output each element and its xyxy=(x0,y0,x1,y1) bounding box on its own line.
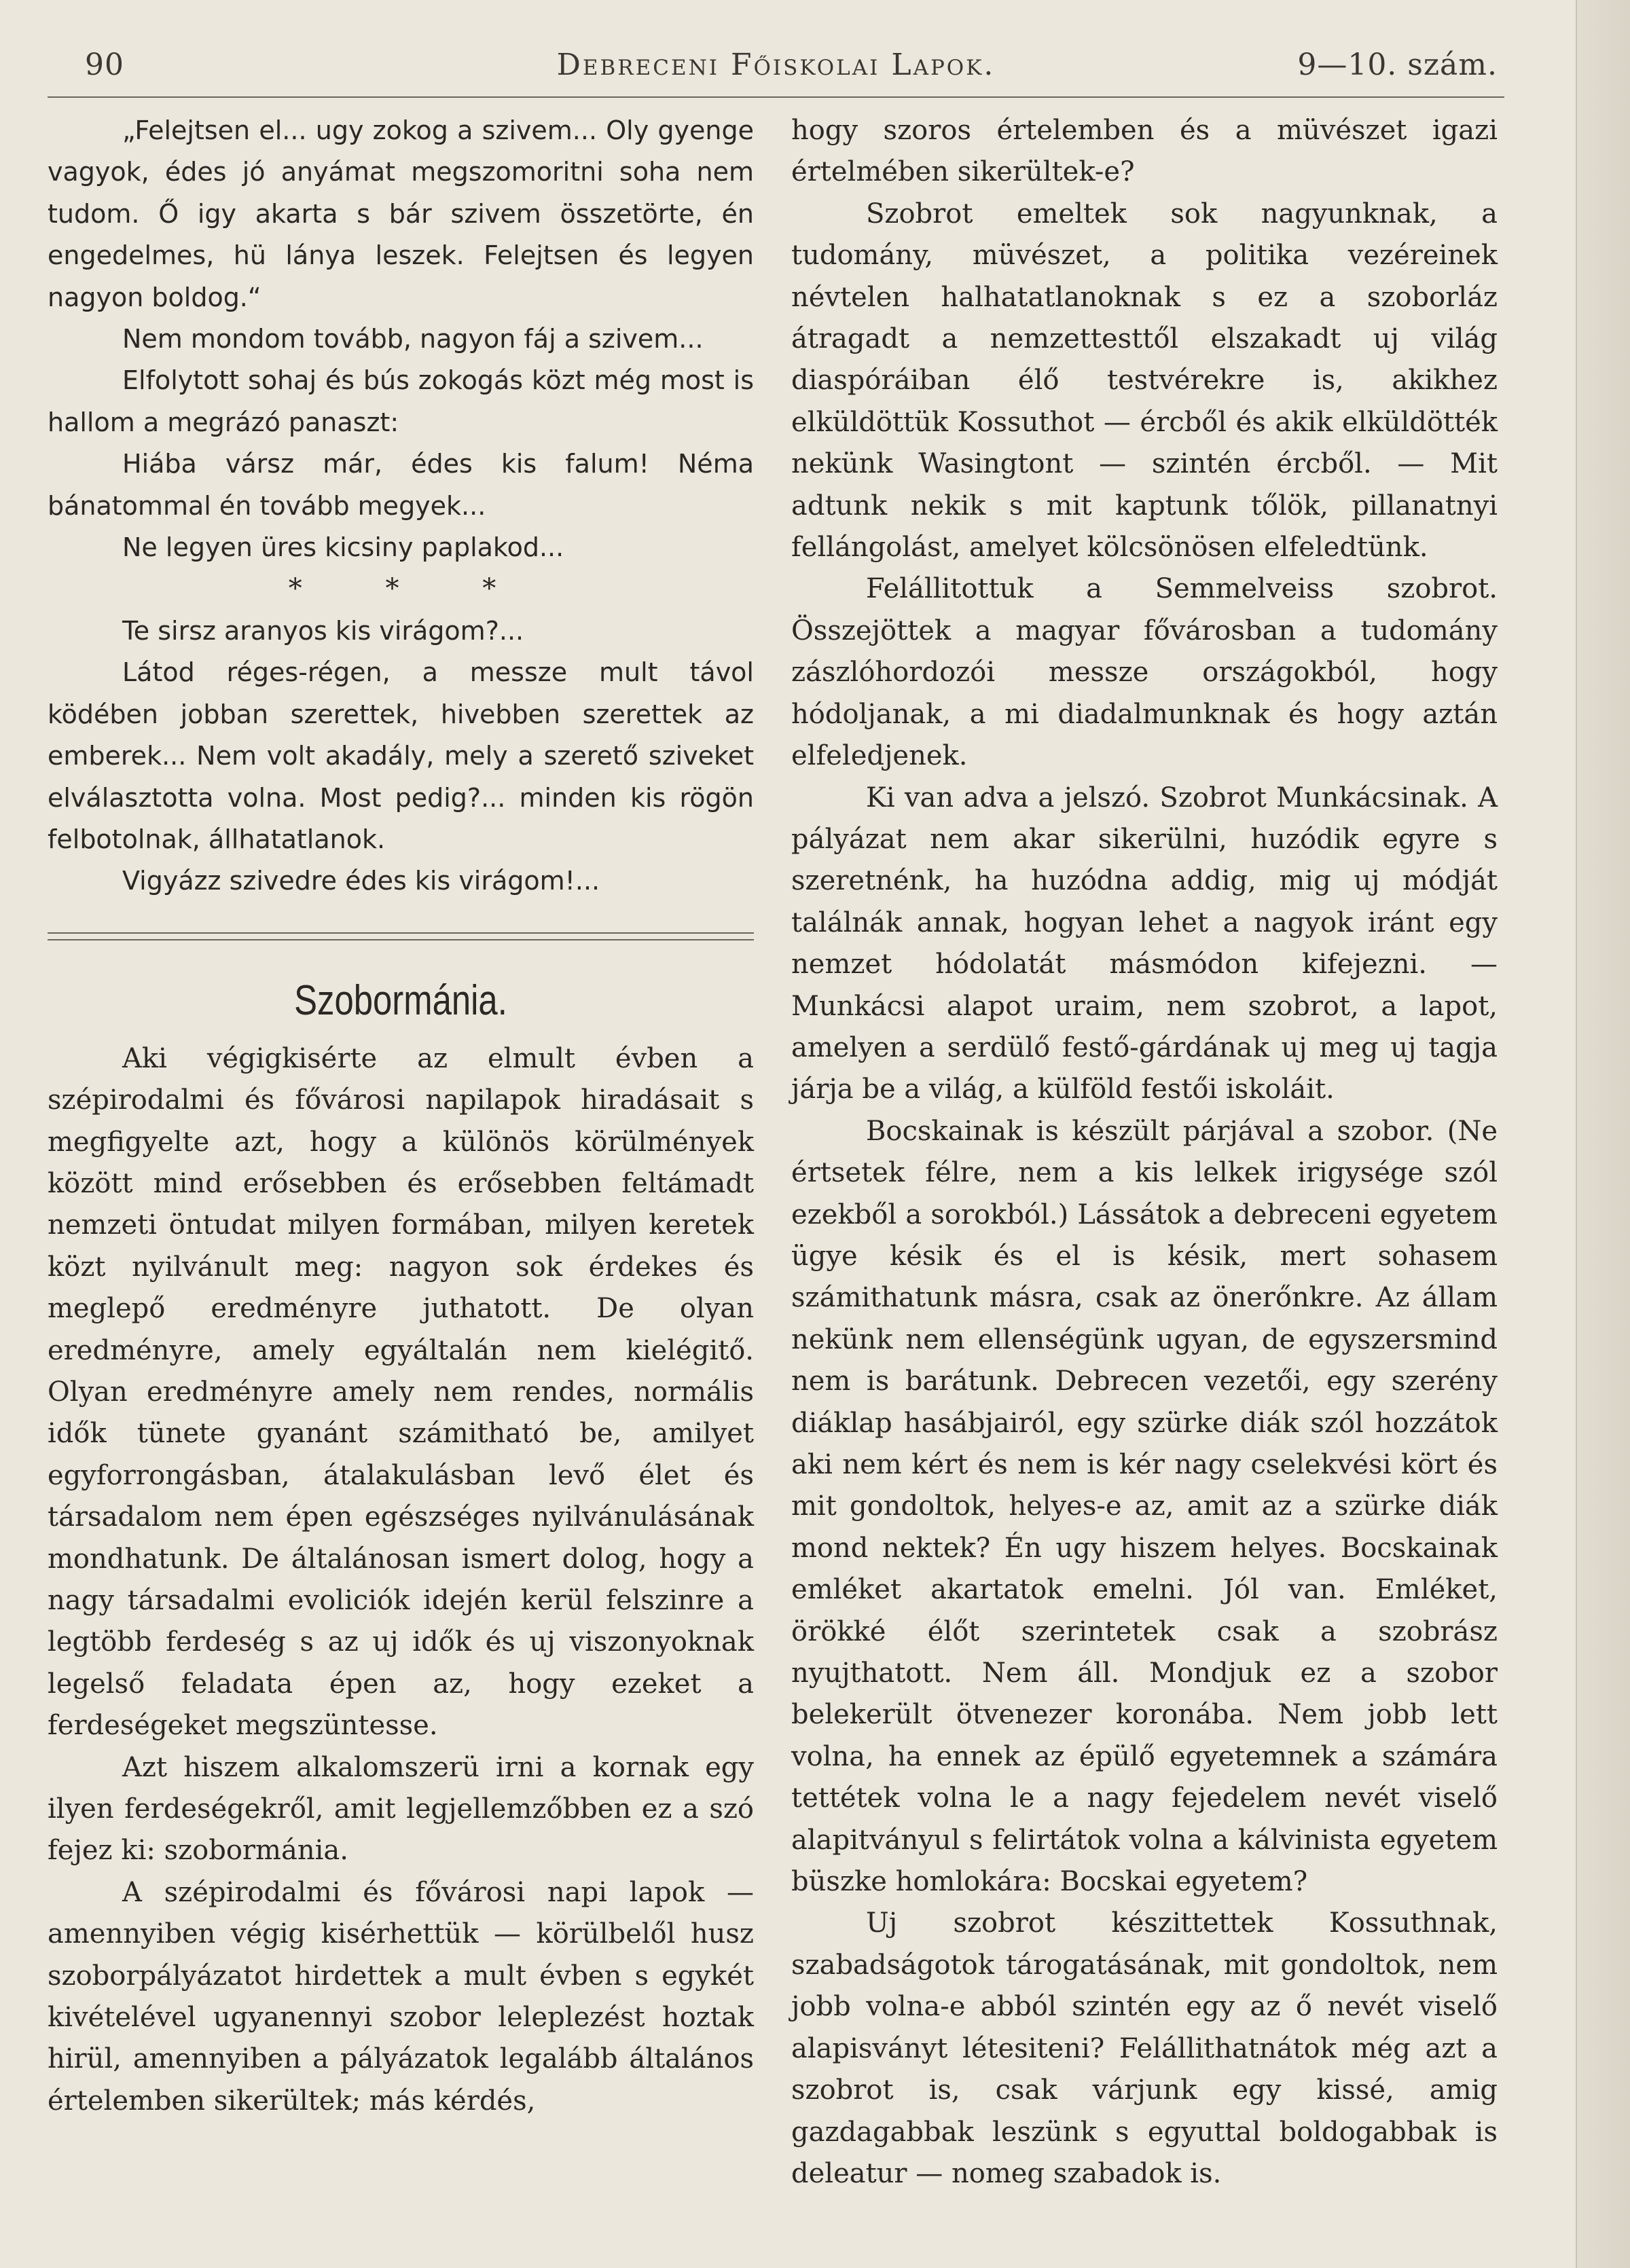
prose-poem xyxy=(48,110,754,902)
poem-paragraph: „Felejtsen el... ugy zokog a szivem... Oly gyenge vagyok, édes jó anyámat megszomoritni soha nem tudom. Ő igy akarta s bár szivem összetörte, én engedelmes, hü lánya leszek. Felejtsen és legyen nagyon boldog.“ xyxy=(48,115,754,312)
poem-paragraph: Vigyázz szivedre édes kis virágom!... xyxy=(122,866,600,896)
right-column xyxy=(791,110,1498,2195)
article-paragraph: Ki van adva a jelszó. Szobrot Munkácsinak. A pályázat nem akar sikerülni, huzódik egyre s szeretnénk, ha huzódna addig, mig uj módját találnák annak, hogyan lehet a nagyok iránt egy nemzet hódolatát másmódon kifejezni. — Munkácsi alapot uraim, nem szobrot, a lapot, amelyen a serdülő festő-gárdának uj meg uj tagja járja be a világ, a külföld festői iskoláit. xyxy=(791,782,1498,1105)
poem-paragraph: Hiába vársz már, édes kis falum! Néma bánatommal én tovább megyek... xyxy=(48,449,754,521)
journal-title: Debreceni Főiskolai Lapok. xyxy=(556,48,996,82)
page-edge xyxy=(1576,0,1630,2268)
left-column xyxy=(48,110,754,2122)
section-divider xyxy=(48,932,754,940)
article-title: Szobormánia. xyxy=(294,976,507,1024)
article-paragraph: Szobrot emeltek sok nagyunknak, a tudomány, müvészet, a politika vezéreinek névtelen halhatatlanoknak s ez a szoborláz átragadt a nemzettesttől elszakadt uj világ diaspóráiban élő testvérekre is, akikhez elküldöttük Kossuthot — ércből és akik elküldötték nekünk Wasingtont — szintén ércből. — Mit adtunk nekik s mit kaptunk tőlök, pillanatnyi fellángolást, amelyet kölcsönösen elfeledtünk. xyxy=(791,198,1498,564)
issue-number: 9—10. szám. xyxy=(1297,48,1498,82)
article-paragraph: hogy szoros értelemben és a müvészet igazi értelmében sikerültek-e? xyxy=(791,115,1498,188)
poem-paragraph: Nem mondom tovább, nagyon fáj a szivem... xyxy=(122,324,704,354)
poem-paragraph: Elfolytott sohaj és bús zokogás közt még most is hallom a megrázó panaszt: xyxy=(48,365,754,437)
poem-paragraph: Ne legyen üres kicsiny paplakod... xyxy=(122,532,564,563)
article-paragraph: Bocskainak is készült párjával a szobor. (Ne értsetek félre, nem a kis lelkek irigysége szól ezekből a sorokból.) Lássátok a debreceni egyetem ügye késik és el is késik, mert sohasem számithatunk másra, csak az önerőnkre. Az állam nekünk nem ellenségünk ugyan, de egyszersmind nem is barátunk. Debrecen vezetői, egy szerény diáklap hasábjairól, egy szürke diák szól hozzátok aki nem kért és nem is kér nagy cselekvési kört és mit gondoltok, helyes-e az, amit az a szürke diák mond nektek? Én ugy hiszem helyes. Bocskainak emléket akartatok emelni. Jól van. Emléket, örökké élőt szerintetek csak a szobrász nyujthatott. Nem áll. Mondjuk ez a szobor belekerült ötvenezer koronába. Nem jobb lett volna, ha ennek az épülő egyetemnek a számára tettétek volna le a nagy fejedelem nevét viselő alapitványul s felirtátok volna a kálvinista egyetem büszke homlokára: Bocskai egyetem? xyxy=(791,1115,1498,1898)
poem-paragraph: Te sirsz aranyos kis virágom?... xyxy=(122,615,524,646)
article-paragraph: Felállitottuk a Semmelveiss szobrot. Összejöttek a magyar fővárosban a tudomány zászlóhordozói messze országokból, hogy hódoljanak, a mi diadalmunknak és hogy aztán elfeledjenek. xyxy=(791,573,1498,772)
article-paragraph: A szépirodalmi és fővárosi napi lapok — amennyiben végig kisérhettük — körülbelől husz szoborpályázatot hirdettek a mult évben s egykét kivételével ugyanennyi szobor leleplezést hoztak hirül, amennyiben a pályázatok legalább általános értelemben sikerültek; más kérdés, xyxy=(48,1876,754,2117)
page-header xyxy=(48,42,1504,98)
article-paragraph: Azt hiszem alkalomszerü irni a kornak egy ilyen ferdeségekről, amit legjellemzőbben ez a szó fejez ki: szobormánia. xyxy=(48,1751,754,1867)
page-number: 90 xyxy=(85,48,124,82)
article-paragraph: Uj szobrot készittettek Kossuthnak, szabadságotok tárogatásának, mit gondoltok, nem jobb volna-e abból szintén egy az ő nevét viselő alapisványt létesiteni? Felállithatnátok még azt a szobrot is, csak várjunk egy kissé, amig gazdagabbak leszünk s egyuttal boldogabbak is deleatur — nomeg szabadok is. xyxy=(791,1907,1498,2189)
article-body-left xyxy=(48,1038,754,2123)
poem-paragraph: Látod réges-régen, a messze mult távol ködében jobban szerettek, hivebben szerettek az emberek... Nem volt akadály, mely a szerető sziveket elválasztotta volna. Most pedig?... minden kis rögön felbotolnak, állhatatlanok. xyxy=(48,657,754,854)
asterism-separator: * * * xyxy=(288,573,534,605)
article-paragraph: Aki végigkisérte az elmult évben a szépirodalmi és fővárosi napilapok hiradásait s megfigyelte azt, hogy a különös körülmények között mind erősebben és erősebben feltámadt nemzeti öntudat milyen formában, milyen keretek közt nyilvánult meg: nagyon sok érdekes és meglepő eredményre juthatott. De olyan eredményre, amely egyáltalán nem kielégitő. Olyan eredményre amely nem rendes, normális idők tünete gyanánt számitható be, amilyet egyforrongásban, átalakulásban levő élet és társadalom nem épen egészséges nyilvánulásának mondhatunk. De általánosan ismert dolog, hogy a nagy társadalmi evoliciók idején kerül felszinre a legtöbb ferdeség s az uj idők és uj viszonyoknak legelső feladata épen az, hogy ezeket a ferdeségeket megszüntesse. xyxy=(48,1042,754,1742)
